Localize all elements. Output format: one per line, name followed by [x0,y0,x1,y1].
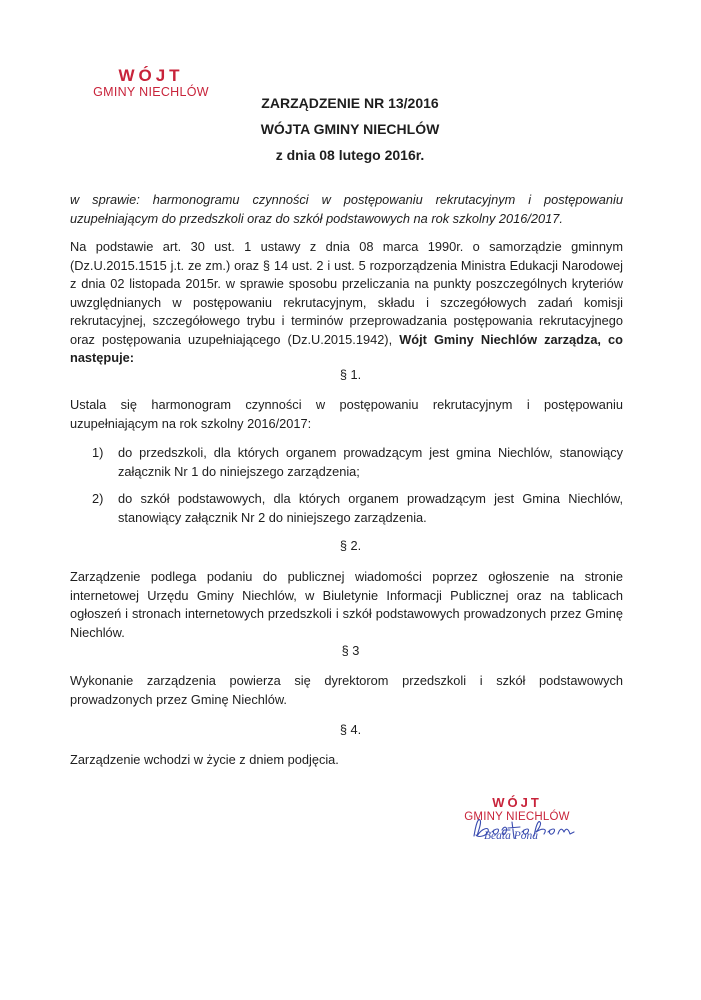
list-item-text: do szkół podstawowych, dla których organem prowadzącym jest Gmina Niechlów, stanowiący załącznik Nr 2 do niniejszego zarządzenia. [118,491,623,525]
legal-basis-paragraph [70,238,623,368]
stamp-bottom-line1: WÓJT [492,795,542,810]
stamp-top-line2: GMINY NIECHLÓW [93,85,209,99]
stamp-bottom-line2: GMINY NIECHLÓW [464,811,570,823]
section-3-text: Wykonanie zarządzenia powierza się dyrektorom przedszkoli i szkół podstawowych prowadzonych przez Gminę Niechlów. [70,673,623,707]
subject-paragraph: w sprawie: harmonogramu czynności w postępowaniu rekrutacyjnym i postępowaniu uzupełniającym do przedszkoli oraz do szkół podstawowych na rok szkolny 2016/2017. [70,192,623,226]
list-item [92,490,623,527]
list-item-text: do przedszkoli, dla których organem prowadzącym jest gmina Niechlów, stanowiący załącznik Nr 1 do niniejszego zarządzenia; [118,445,623,479]
stamp-top-line1: WÓJT [118,66,184,85]
section-4-text: Zarządzenie wchodzi w życie z dniem podjęcia. [70,752,339,767]
document-date: z dnia 08 lutego 2016r. [275,147,425,163]
name-stamp: Beata Pona [484,830,538,842]
section-3-heading: § 3 [341,643,360,658]
document-title: ZARZĄDZENIE NR 13/2016 [261,95,439,111]
list-item [92,444,623,481]
section-4-heading: § 4. [339,722,362,737]
list-item-number: 1) [92,445,104,460]
section-1-heading: § 1. [339,367,362,382]
document-issuer: WÓJTA GMINY NIECHLÓW [260,121,440,137]
list-item-number: 2) [92,491,104,506]
legal-basis-decision: Wójt Gminy Niechlów zarządza, co następuje: [70,331,623,365]
stamp-top [86,66,216,100]
section-1-text: Ustala się harmonogram czynności w postępowaniu rekrutacyjnym i postępowaniu uzupełniającym na rok szkolny 2016/2017: [70,397,623,431]
section-2-text: Zarządzenie podlega podaniu do publicznej wiadomości poprzez ogłoszenie na stronie internetowej Urzędu Gminy Niechlów, w Biuletynie Informacji Publicznej oraz na tablicach ogłoszeń i stronach internetowych przedszkoli i szkół podstawowych prowadzonych przez Gminę Niechlów. [70,569,623,640]
section-2-heading: § 2. [339,538,362,553]
legal-basis-text: Na podstawie art. 30 ust. 1 ustawy z dnia 08 marca 1990r. o samorządzie gminnym (Dz.U.2015.1515 j.t. ze zm.) oraz § 14 ust. 2 i ust. 5 rozporządzenia Ministra Edukacji Narodowej z dnia 02 listopada 2015r. w sprawie sposobu przeliczania na punkty poszczególnych kryteriów uwzględnianych w postępowaniu rekrutacyjnym, składu i szczegółowych zadań komisji rekrutacyjnej, szczegółowego trybu i terminów przeprowadzania postępowania rekrutacyjnego oraz postępowania uzupełniającego (Dz.U.2015.1942), [70,239,623,347]
